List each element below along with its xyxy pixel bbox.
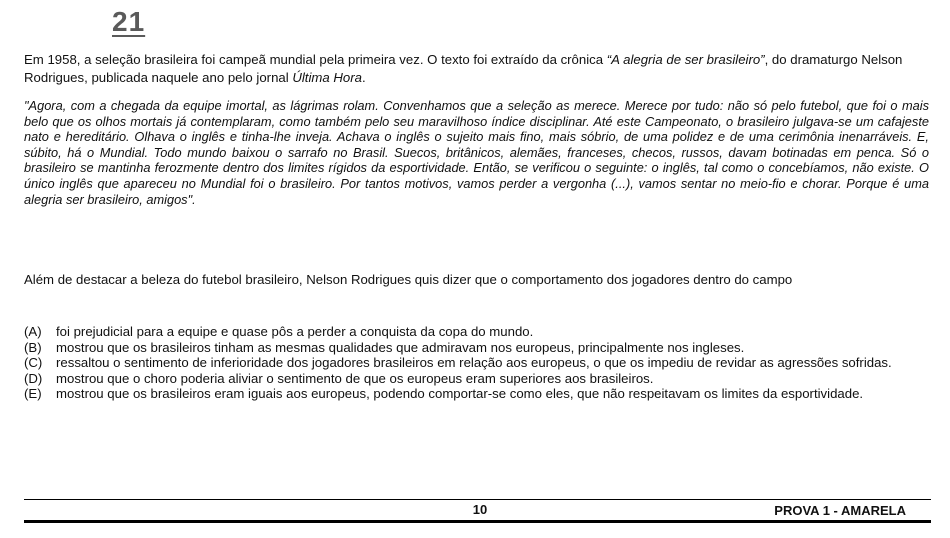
page-number: 10: [472, 502, 488, 517]
question-number: 21: [112, 6, 146, 37]
cronica-quote: "Agora, com a chegada da equipe imortal, as lágrimas rolam. Convenhamos que a seleção as merece. Merece por tudo: não só pelo futebol, que foi o mais belo que os olhos mortais já contemplaram, como também pelo seu maravilhoso índice disciplinar. Até este Campeonato, o brasileiro julgava-se um cafajeste nato e hereditário. Olhava o inglês e tinha-lhe inveja. Achava o inglês o sujeito mais fino, mais sóbrio, de uma polidez e de uma cerimônia inenarráveis. E, súbito, há o Mundial. Todo mundo baixou o sarrafo no Brasil. Suecos, britânicos, alemães, franceses, checos, russos, davam botinadas em penca. Só o brasileiro se mantinha ferozmente dentro dos limites rígidos da esportividade. Então, se verificou o seguinte: o inglês, tal como o concebíamos, não existe. O único inglês que apareceu no Mundial foi o brasileiro. Por tantos motivos, vamos perder a vergonha (...), vamos sentar no meio-fio e chorar. Porque é uma alegria ser brasileiro, amigos".: [24, 98, 929, 207]
option-text: mostrou que os brasileiros tinham as mesmas qualidades que admiravam nos europeus, principalmente nos ingleses.: [56, 339, 745, 355]
option-label: (B): [24, 339, 42, 355]
option-text: foi prejudicial para a equipe e quase pôs a perder a conquista da copa do mundo.: [56, 324, 534, 339]
option-label: (A): [24, 324, 42, 339]
option-e[interactable]: [24, 386, 929, 402]
intro-cronica-title: “A alegria de ser brasileiro”: [606, 52, 765, 67]
option-a[interactable]: [24, 324, 929, 340]
intro-text-end: .: [361, 69, 366, 85]
footer-top-rule: [24, 499, 931, 500]
option-text: ressaltou o sentimento de inferioridade dos jogadores brasileiros em relação aos europeus, o que os impediu de revidar as agressões sofridas.: [56, 355, 892, 370]
option-label: (C): [24, 355, 43, 370]
footer-bottom-rule: [24, 520, 931, 523]
question-intro: [24, 51, 929, 86]
option-text: mostrou que o choro poderia aliviar o sentimento de que os europeus eram superiores aos brasileiros.: [56, 370, 654, 386]
option-c[interactable]: [24, 355, 929, 371]
option-b[interactable]: [24, 340, 929, 356]
intro-text-2: , do dramaturgo Nelson Rodrigues, publicada naquele ano pelo jornal: [24, 52, 903, 85]
option-text: mostrou que os brasileiros eram iguais aos europeus, podendo comportar-se como eles, que não respeitavam os limites da esportividade.: [56, 386, 864, 401]
option-d[interactable]: [24, 371, 929, 387]
answer-options: [24, 324, 929, 402]
intro-newspaper-name: Última Hora: [292, 69, 362, 85]
question-stem: Além de destacar a beleza do futebol brasileiro, Nelson Rodrigues quis dizer que o comportamento dos jogadores dentro do campo: [24, 272, 793, 287]
exam-label: PROVA 1 - AMARELA: [774, 503, 906, 518]
intro-text-1: Em 1958, a seleção brasileira foi campeã mundial pela primeira vez. O texto foi extraído da crônica: [24, 52, 607, 67]
option-label: (E): [24, 386, 42, 401]
option-label: (D): [24, 370, 43, 386]
